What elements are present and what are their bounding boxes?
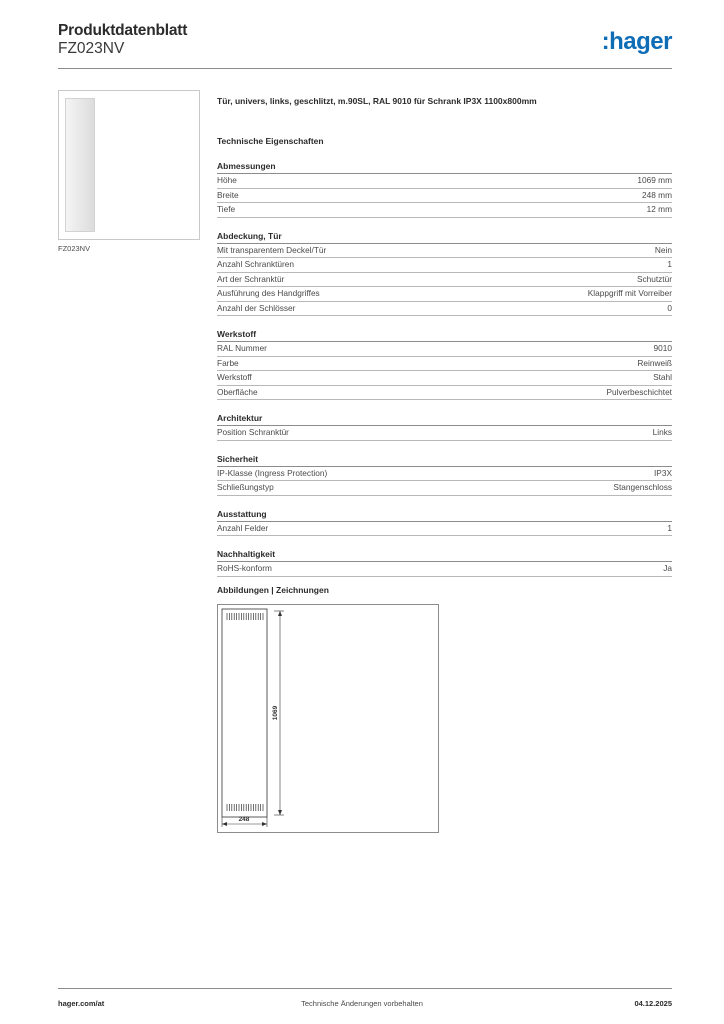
width-arrow-left [222, 822, 227, 826]
spec-row [217, 302, 672, 317]
width-arrow-right [262, 822, 267, 826]
spec-row [217, 287, 672, 302]
figures-heading: Abbildungen | Zeichnungen [217, 585, 329, 595]
height-arrow-top [278, 611, 282, 616]
spec-value: 1 [667, 259, 672, 269]
spec-value: 0 [667, 302, 672, 313]
hager-logo: :hager [601, 28, 672, 55]
spec-label: Art der Schranktür [217, 273, 285, 284]
section-title: Abmessungen [217, 161, 672, 174]
spec-section [217, 454, 672, 496]
spec-section [217, 329, 672, 400]
spec-row [217, 522, 672, 537]
spec-label: Breite [217, 189, 239, 200]
spec-label: Werkstoff [217, 372, 252, 382]
header [58, 22, 187, 58]
spec-section [217, 509, 672, 537]
spec-value: Reinweiß [637, 357, 672, 368]
spec-label: Farbe [217, 357, 239, 368]
spec-value: Nein [654, 244, 672, 255]
spec-label: Höhe [217, 175, 237, 185]
width-dimension-label: 248 [238, 816, 250, 823]
vent-slots-top [227, 613, 263, 620]
spec-row [217, 189, 672, 204]
spec-row [217, 342, 672, 357]
spec-label: Anzahl Schranktüren [217, 259, 295, 269]
spec-value: Schutztür [636, 273, 672, 284]
spec-value: 1 [667, 522, 672, 533]
page-title: Produktdatenblatt [58, 22, 188, 39]
spec-label: Anzahl der Schlösser [217, 302, 296, 313]
spec-row [217, 203, 672, 218]
spec-value: Stahl [653, 372, 672, 382]
spec-row [217, 273, 672, 288]
spec-value: Klappgriff mit Vorreiber [587, 288, 672, 298]
spec-value: 12 mm [646, 204, 672, 214]
footer-divider [58, 988, 672, 989]
spec-value: Ja [663, 563, 672, 573]
height-arrow-bottom [278, 810, 282, 815]
header-divider [58, 68, 672, 69]
spec-content [217, 96, 672, 577]
spec-label: RoHS-konform [217, 563, 272, 573]
footer-disclaimer: Technische Änderungen vorbehalten [301, 999, 423, 1008]
technical-properties-heading: Technische Eigenschaften [217, 136, 324, 146]
spec-row [217, 481, 672, 496]
spec-row [217, 174, 672, 189]
section-title: Sicherheit [217, 454, 672, 467]
spec-section [217, 231, 672, 317]
spec-value: 1069 mm [637, 175, 672, 185]
spec-value: IP3X [654, 467, 672, 478]
product-description: Tür, univers, links, geschlitzt, m.90SL, RAL 9010 für Schrank IP3X 1100x800mm [217, 96, 537, 106]
spec-row [217, 386, 672, 401]
spec-label: RAL Nummer [217, 343, 267, 353]
spec-sections [217, 161, 672, 577]
vent-slots-bottom [227, 804, 263, 811]
spec-row [217, 258, 672, 273]
spec-label: Anzahl Felder [217, 522, 269, 533]
spec-label: Ausführung des Handgriffes [217, 288, 320, 298]
product-image [58, 90, 200, 240]
spec-row [217, 467, 672, 482]
spec-row [217, 357, 672, 372]
door-outline [222, 609, 267, 817]
product-image-caption: FZ023NV [58, 244, 91, 253]
section-title: Abdeckung, Tür [217, 231, 672, 244]
spec-value: Pulverbeschichtet [606, 386, 672, 397]
section-title: Nachhaltigkeit [217, 549, 672, 562]
footer-website-link[interactable]: hager.com/at [58, 999, 105, 1008]
spec-label: Mit transparentem Deckel/Tür [217, 244, 327, 255]
spec-value: Links [652, 427, 672, 437]
footer-date: 04.12.2025 [634, 999, 672, 1008]
spec-row [217, 244, 672, 259]
spec-label: IP-Klasse (Ingress Protection) [217, 467, 328, 478]
spec-label: Oberfläche [217, 386, 258, 397]
spec-label: Tiefe [217, 204, 236, 214]
spec-value: 9010 [653, 343, 672, 353]
spec-label: Schließungstyp [217, 482, 274, 492]
spec-label: Position Schranktür [217, 427, 289, 437]
spec-row [217, 562, 672, 577]
section-title: Ausstattung [217, 509, 672, 522]
spec-row [217, 426, 672, 441]
spec-row [217, 371, 672, 386]
spec-value: 248 mm [642, 189, 672, 200]
technical-drawing [217, 604, 439, 833]
door-drawing-svg [218, 605, 438, 832]
section-title: Architektur [217, 413, 672, 426]
spec-section [217, 161, 672, 218]
spec-section [217, 549, 672, 577]
door-thumbnail [65, 98, 95, 232]
section-title: Werkstoff [217, 329, 672, 342]
spec-value: Stangenschloss [613, 482, 672, 492]
product-code: FZ023NV [58, 40, 125, 57]
height-dimension-label: 1069 [272, 705, 279, 721]
spec-section [217, 413, 672, 441]
